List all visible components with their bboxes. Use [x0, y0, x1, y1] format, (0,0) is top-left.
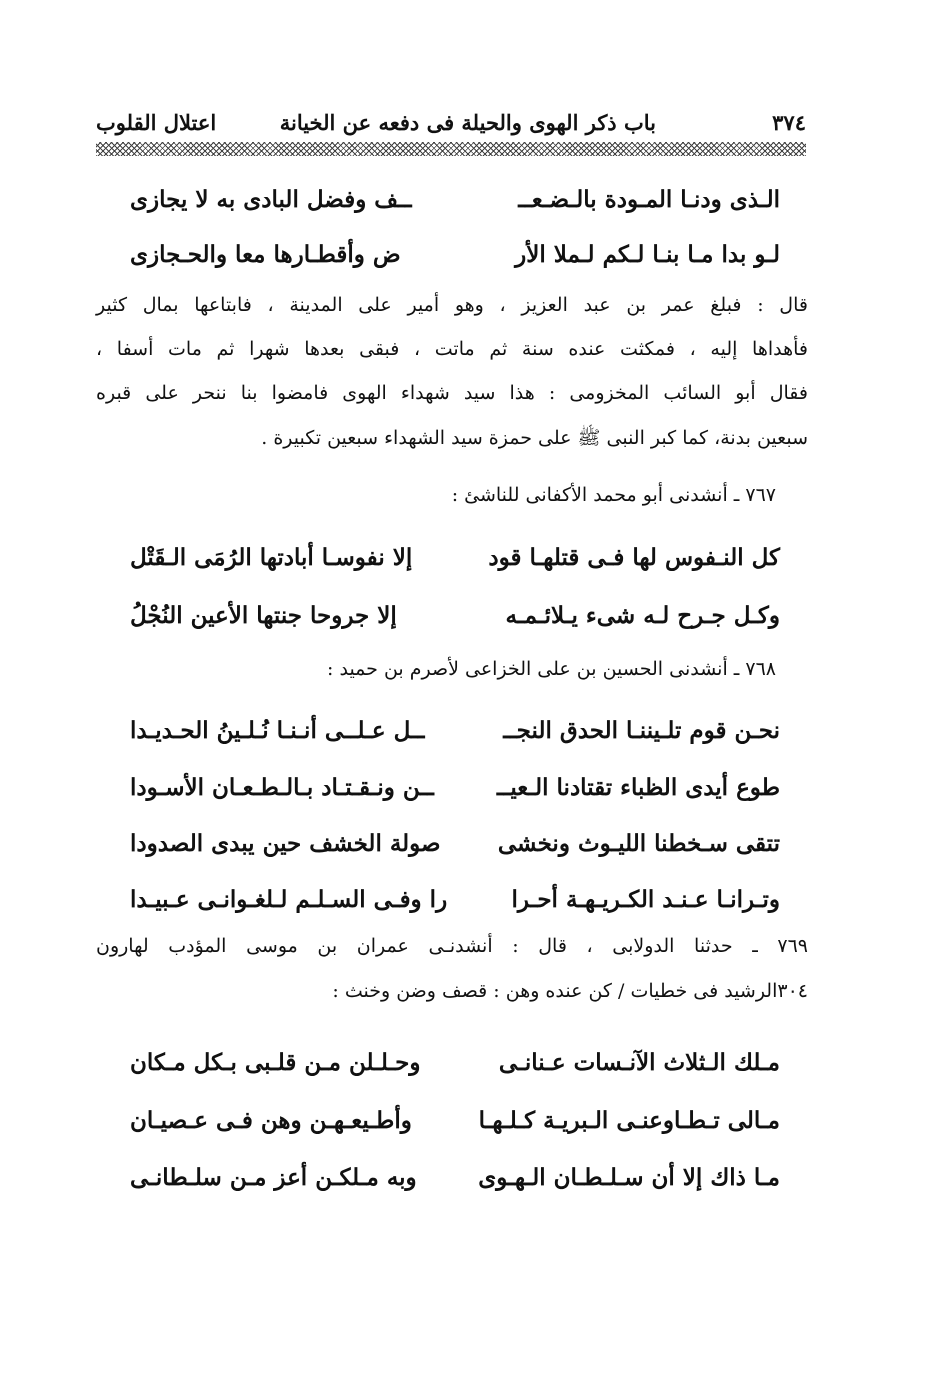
prose-line: ٧٦٩ ـ حدثنا الدولابى ، قال : أنشدنـى عمران بن موسى المؤدب لهارون — [96, 935, 808, 957]
verse-second-hemistich: ــف وفضل البادى به لا يجازى — [130, 186, 412, 213]
verse-line — [130, 826, 780, 866]
verse-second-hemistich: را وفـى السـلـم لـلغـوانـى عـبيـدا — [130, 886, 448, 913]
verse-first-hemistich: مـلك الـثلاث الآنـسات عـنانـى — [498, 1049, 780, 1076]
prose-line: ٣٠٤الرشيد فى خطيات / كن عنده وهن : قصف وضن وخنث : — [332, 980, 808, 1002]
verse-first-hemistich: لـو بدا مـا بنـا لـكم لـملا الأر — [515, 241, 780, 268]
entry-intro: ٧٦٧ ـ أنشدنى أبو محمد الأكفانى للناشئ : — [451, 484, 776, 506]
verse-first-hemistich: الـذى ودنـا المـودة بالـضـعــ — [518, 186, 780, 213]
prose-line: فأهداها إليه ، فمكثت عنده سنة ثم ماتت ، فبقى بعدها شهرا ثم مات أسفا ، — [96, 338, 808, 360]
verse-second-hemistich: وبه مـلكـن أعز مـن سلـطانـى — [130, 1164, 417, 1191]
verse-second-hemistich: ــل عـلــى أنـنـا نُـلـينُ الحـديـدا — [130, 717, 425, 744]
verse-second-hemistich: ــن ونـقـتـاد بـالـطـعـان الأسـودا — [130, 774, 434, 801]
verse-line — [130, 713, 780, 753]
verse-line — [130, 598, 780, 638]
running-header — [96, 104, 806, 140]
verse-second-hemistich: ض وأقطـارها معا والحـجازى — [130, 241, 401, 268]
verse-first-hemistich: كل النـفوس لها فـى قتلهـا قود — [488, 544, 780, 571]
header-ornament-rule — [96, 142, 806, 156]
entry-intro: ٧٦٨ ـ أنشدنى الحسين بن على الخزاعى لأصرم بن حميد : — [327, 658, 776, 680]
verse-first-hemistich: وتـرانـا عـنـد الكـريـهـة أحـرا — [511, 886, 780, 913]
verse-line — [130, 770, 780, 810]
verse-second-hemistich: صولة الخشف حين يبدى الصدودا — [130, 830, 441, 857]
prose-line: فقال أبو السائب المخزومى : هذا سيد شهداء الهوى فامضوا بنا ننحر على قبره — [96, 382, 808, 404]
verse-first-hemistich: تتقى سـخطنا الليـوث ونخشى — [497, 830, 780, 857]
verse-first-hemistich: مـا ذاك إلا أن سـلـطـان الـهـوى — [478, 1164, 780, 1191]
page-number: ٣٧٤ — [772, 110, 806, 135]
verse-line — [130, 1045, 780, 1085]
verse-second-hemistich: وأطـيعـهـن وهن فـى عـصيـان — [130, 1107, 412, 1134]
verse-line — [130, 182, 780, 222]
verse-first-hemistich: طوع أيدى الظباء تقتادنا الـعيــ — [496, 774, 780, 801]
verse-second-hemistich: وحـلـلن مـن قلـبى بـكل مـكان — [130, 1049, 421, 1076]
verse-line — [130, 1160, 780, 1200]
prose-line: سبعين بدنة، كما كبر النبى ﷺ على حمزة سيد الشهداء سبعين تكبيرة . — [261, 427, 808, 449]
verse-line — [130, 237, 780, 277]
verse-first-hemistich: وكـل جـرح لـه شىء يـلائـمـه — [505, 602, 780, 629]
verse-line — [130, 540, 780, 580]
verse-line — [130, 882, 780, 922]
chapter-title: باب ذكر الهوى والحيلة فى دفعه عن الخيانة — [279, 110, 656, 135]
verse-second-hemistich: إلا نفوسـا أبادتها الرُمَى الـقَتْل — [130, 544, 413, 571]
verse-line — [130, 1103, 780, 1143]
prose-line: قال : فبلغ عمر بن عبد العزيز ، وهو أمير على المدينة ، فابتاعها بمال كثير — [96, 294, 808, 316]
verse-second-hemistich: إلا جروحا جنتها الأعين النُجْلُ — [130, 602, 397, 629]
book-title: اعتلال القلوب — [96, 110, 217, 135]
verse-first-hemistich: مـالى تـطـاوعنـى الـبريـة كـلـهـا — [478, 1107, 780, 1134]
verse-first-hemistich: نحـن قوم تلـيننـا الحدق النجــ — [503, 717, 780, 744]
